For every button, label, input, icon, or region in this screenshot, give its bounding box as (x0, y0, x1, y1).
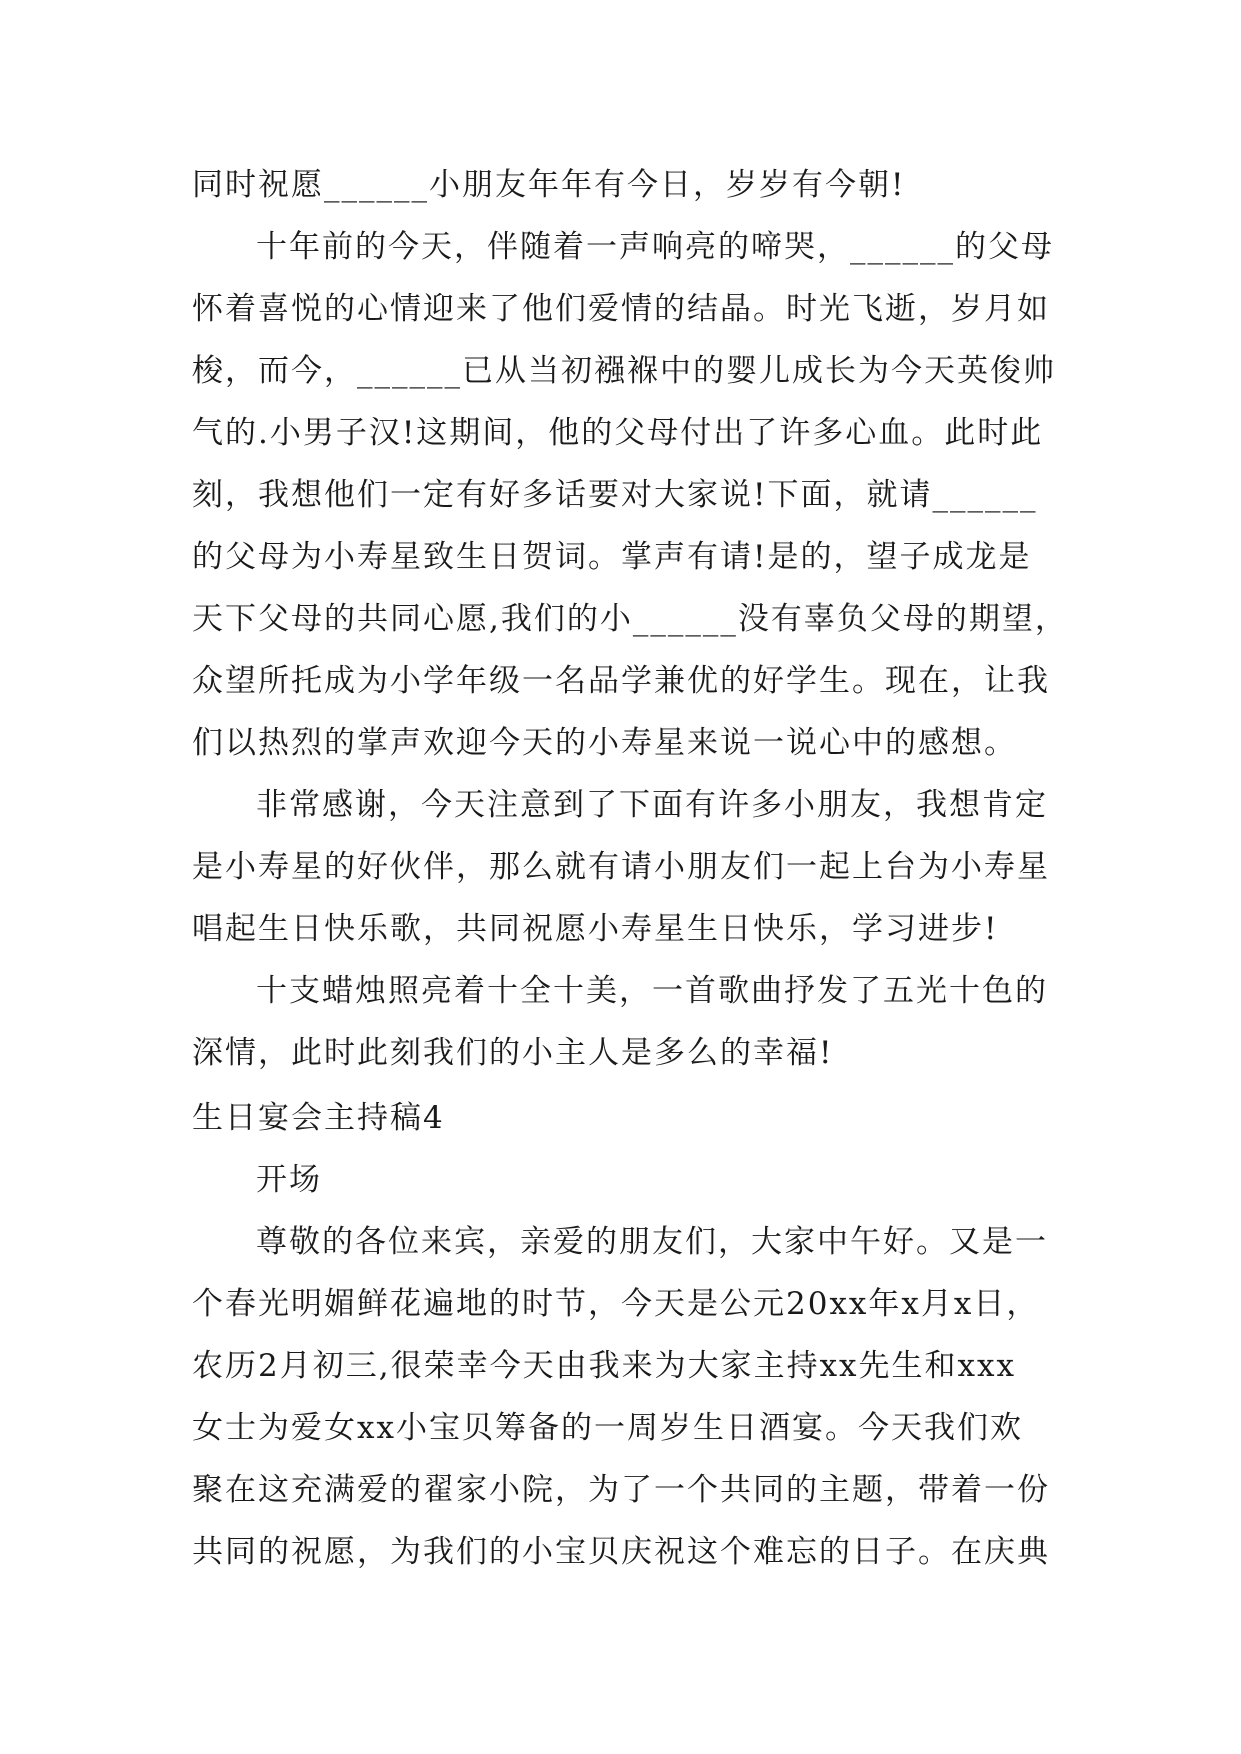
text-line: 深情，此时此刻我们的小主人是多么的幸福! (192, 1035, 834, 1071)
section-subtitle: 开场 (256, 1162, 322, 1198)
text-line: 们以热烈的掌声欢迎今天的小寿星来说一说心中的感想。 (192, 725, 1017, 761)
text-line: 众望所托成为小学年级一名品学兼优的好学生。现在，让我 (192, 663, 1050, 699)
text-line: 是小寿星的好伙伴，那么就有请小朋友们一起上台为小寿星 (192, 849, 1050, 885)
text-line: 农历2月初三,很荣幸今天由我来为大家主持xx先生和xxx (192, 1348, 1016, 1384)
text-line: 同时祝愿______小朋友年年有今日，岁岁有今朝! (192, 167, 906, 203)
text-line: 聚在这充满爱的翟家小院，为了一个共同的主题，带着一份 (192, 1472, 1050, 1508)
text-line: 非常感谢，今天注意到了下面有许多小朋友，我想肯定 (256, 787, 1048, 823)
text-line: 刻，我想他们一定有好多话要对大家说!下面，就请______ (192, 477, 1038, 513)
text-line: 个春光明媚鲜花遍地的时节，今天是公元20xx年x月x日， (192, 1286, 1040, 1322)
text-line: 女士为爱女xx小宝贝筹备的一周岁生日酒宴。今天我们欢 (192, 1410, 1023, 1446)
text-line: 的父母为小寿星致生日贺词。掌声有请!是的，望子成龙是 (192, 539, 1032, 575)
text-line: 梭，而今，______已从当初襁褓中的婴儿成长为今天英俊帅 (192, 353, 1056, 389)
text-line: 怀着喜悦的心情迎来了他们爱情的结晶。时光飞逝，岁月如 (192, 291, 1050, 327)
text-line: 十支蜡烛照亮着十全十美，一首歌曲抒发了五光十色的 (256, 973, 1048, 1009)
text-line: 十年前的今天，伴随着一声响亮的啼哭，______的父母 (256, 229, 1054, 265)
body-text-part-2 (192, 1211, 1052, 1583)
body-text-part-1 (192, 154, 1068, 1084)
text-line: 共同的祝愿，为我们的小宝贝庆祝这个难忘的日子。在庆典 (192, 1534, 1050, 1570)
text-line: 尊敬的各位来宾，亲爱的朋友们，大家中午好。又是一 (256, 1224, 1048, 1260)
section-title: 生日宴会主持稿4 (192, 1100, 445, 1136)
text-line: 唱起生日快乐歌，共同祝愿小寿星生日快乐，学习进步! (192, 911, 999, 947)
text-line: 气的.小男子汉!这期间，他的父母付出了许多心血。此时此 (192, 415, 1044, 451)
text-line: 天下父母的共同心愿,我们的小______没有辜负父母的期望， (192, 601, 1068, 637)
